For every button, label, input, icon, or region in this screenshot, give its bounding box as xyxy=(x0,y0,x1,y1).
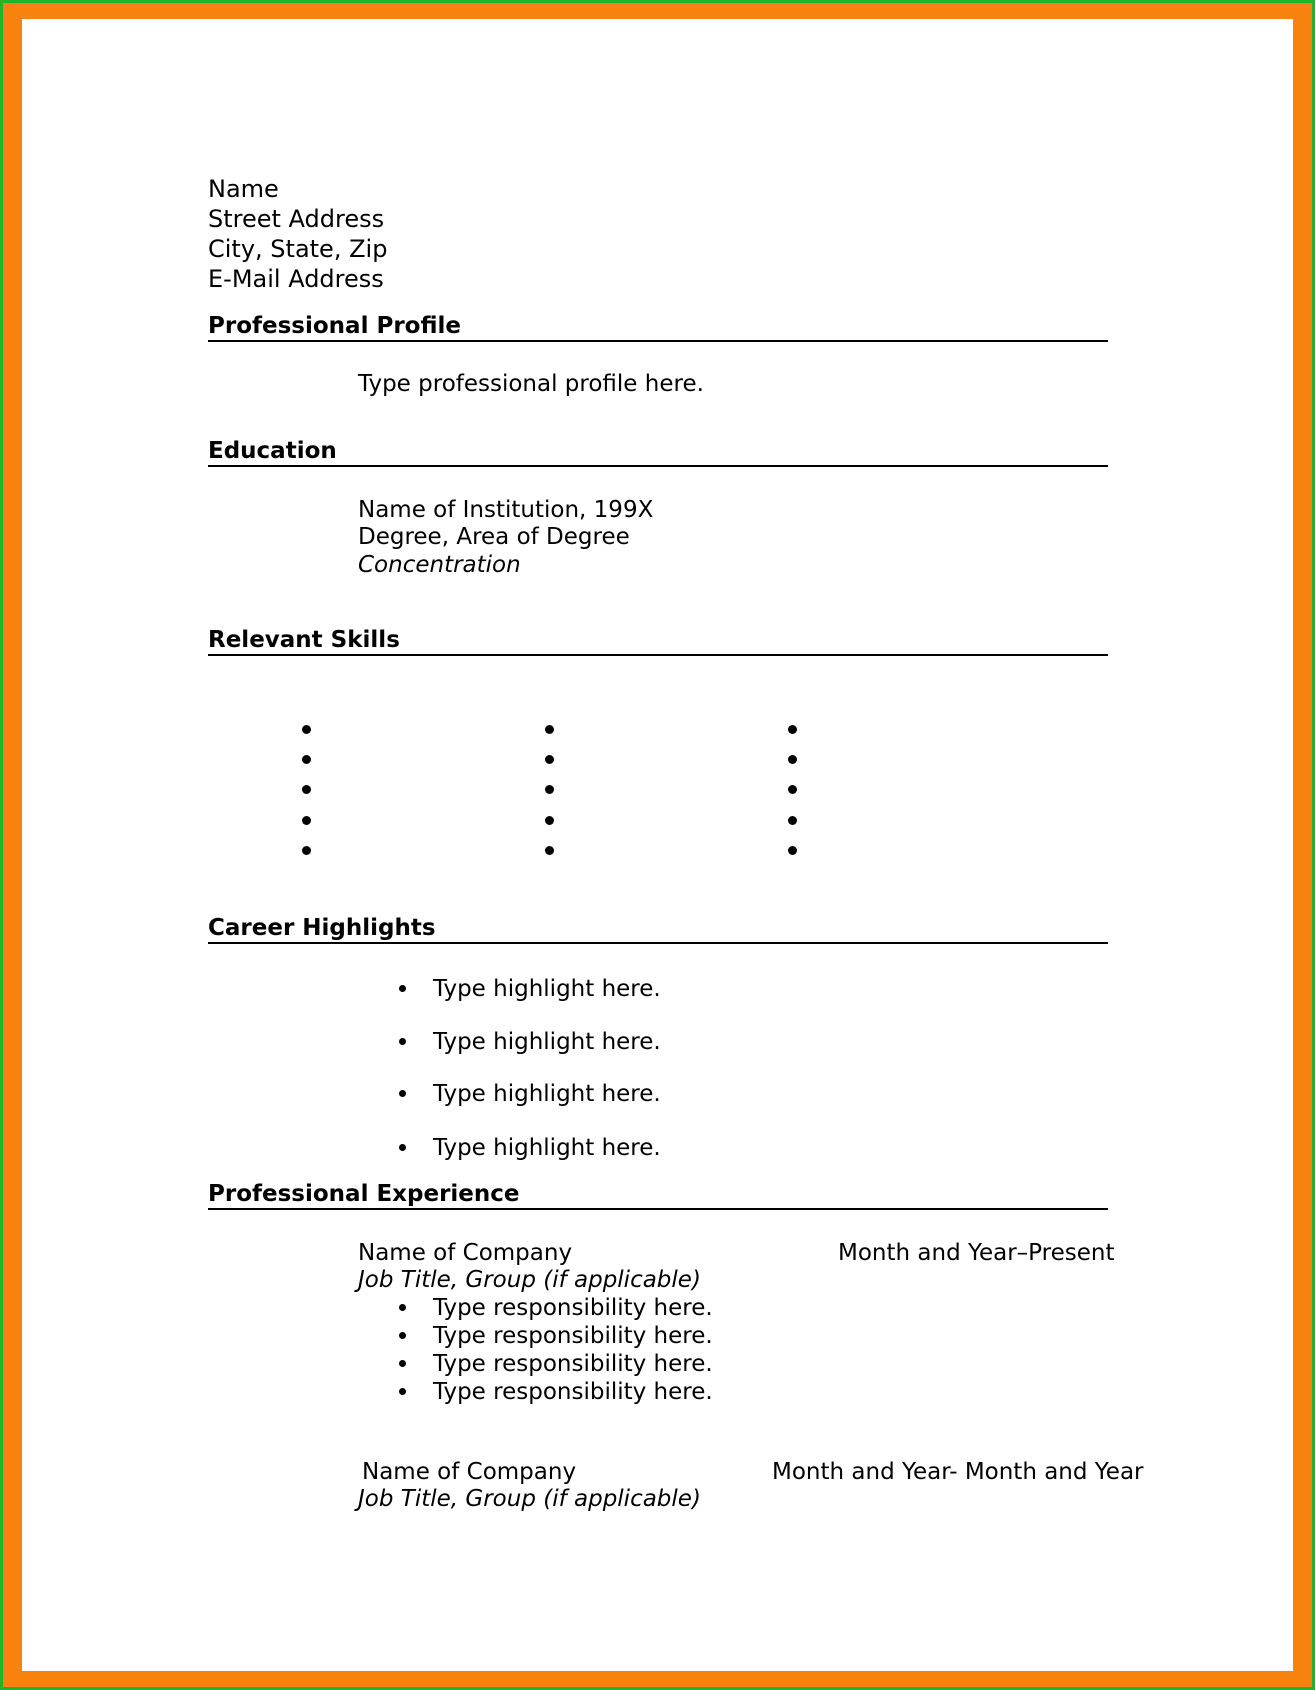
responsibility-bullet xyxy=(399,1304,406,1311)
skill-bullet xyxy=(788,816,797,825)
responsibility-item: Type responsibility here. xyxy=(433,1323,713,1349)
education-concentration: Concentration xyxy=(358,552,521,578)
highlight-item: Type highlight here. xyxy=(433,1135,661,1161)
responsibility-item: Type responsibility here. xyxy=(433,1379,713,1405)
contact-city: City, State, Zip xyxy=(208,235,388,263)
skill-bullet xyxy=(302,846,311,855)
job-company: Name of Company xyxy=(358,1240,573,1266)
skill-bullet xyxy=(788,755,797,764)
orange-border-frame xyxy=(3,3,1312,1687)
skill-bullet xyxy=(302,816,311,825)
skill-bullet xyxy=(545,816,554,825)
profile-text: Type professional profile here. xyxy=(358,371,704,397)
skill-bullet xyxy=(545,785,554,794)
skill-bullet xyxy=(788,846,797,855)
resume-page xyxy=(22,19,1293,1671)
section-heading-profile: Professional Profile xyxy=(208,312,1108,342)
responsibility-bullet xyxy=(399,1388,406,1395)
section-heading-education: Education xyxy=(208,437,1108,467)
job-dates: Month and Year- Month and Year xyxy=(772,1459,1144,1485)
skill-bullet xyxy=(545,755,554,764)
job-company: Name of Company xyxy=(362,1459,577,1485)
section-heading-experience: Professional Experience xyxy=(208,1180,1108,1210)
contact-street: Street Address xyxy=(208,205,385,233)
skill-bullet xyxy=(788,725,797,734)
job-title: Job Title, Group (if applicable) xyxy=(358,1486,701,1512)
responsibility-item: Type responsibility here. xyxy=(433,1295,713,1321)
highlight-bullet xyxy=(399,1144,406,1151)
skill-bullet xyxy=(545,846,554,855)
highlight-bullet xyxy=(399,985,406,992)
highlight-item: Type highlight here. xyxy=(433,1081,661,1107)
section-heading-skills: Relevant Skills xyxy=(208,626,1108,656)
highlight-item: Type highlight here. xyxy=(433,1029,661,1055)
contact-name: Name xyxy=(208,175,279,203)
contact-email: E-Mail Address xyxy=(208,265,384,293)
responsibility-item: Type responsibility here. xyxy=(433,1351,713,1377)
skill-bullet xyxy=(302,725,311,734)
skill-bullet xyxy=(302,755,311,764)
education-institution: Name of Institution, 199X xyxy=(358,497,654,523)
skill-bullet xyxy=(545,725,554,734)
highlight-bullet xyxy=(399,1038,406,1045)
highlight-bullet xyxy=(399,1090,406,1097)
job-dates: Month and Year–Present xyxy=(838,1240,1115,1266)
education-degree: Degree, Area of Degree xyxy=(358,524,630,550)
responsibility-bullet xyxy=(399,1360,406,1367)
highlight-item: Type highlight here. xyxy=(433,976,661,1002)
responsibility-bullet xyxy=(399,1332,406,1339)
skill-bullet xyxy=(788,785,797,794)
section-heading-highlights: Career Highlights xyxy=(208,914,1108,944)
skill-bullet xyxy=(302,785,311,794)
job-title: Job Title, Group (if applicable) xyxy=(358,1267,701,1293)
